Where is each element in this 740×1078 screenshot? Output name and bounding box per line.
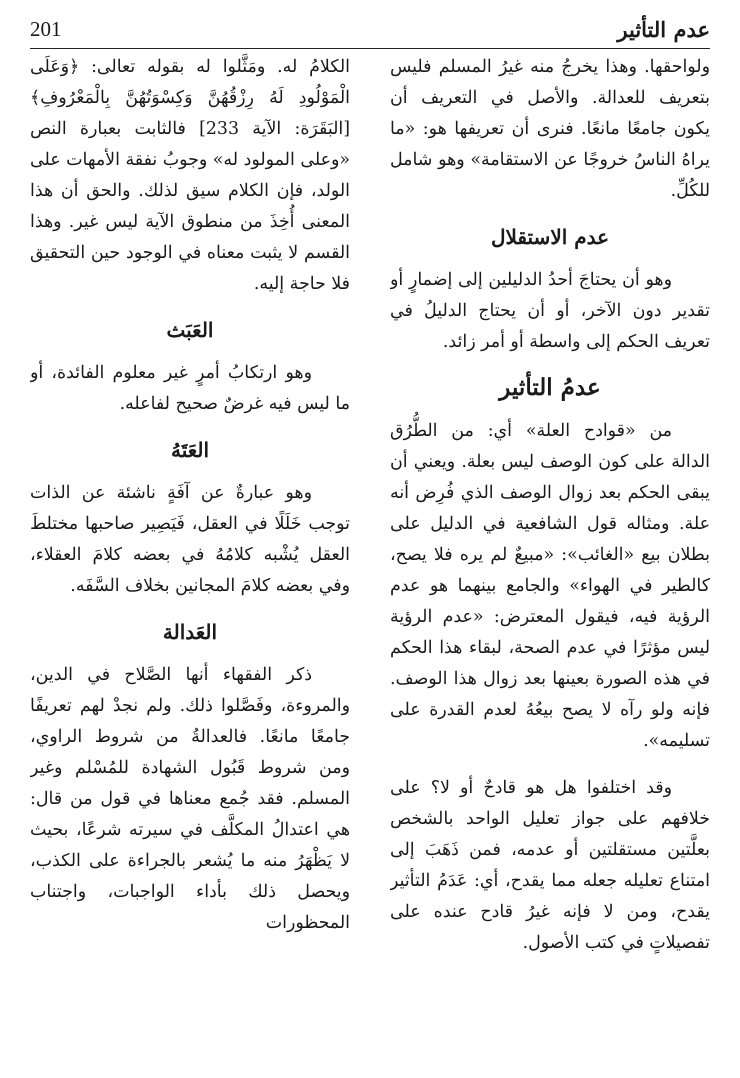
paragraph-gap [390, 759, 710, 773]
paragraph-ataha: وهو عبارةٌ عن آفَةٍ ناشئة عن الذات توجب خَلَلًا في العقل، فَيَصِير صاحبها مختلطَ العقل يُشْبه كلامُهُ في بعضه كلامَ العقلاء، وفي بعضه كلامَ المجانين بخلاف السَّفَه. [30, 483, 350, 596]
paragraph-abath: وهو ارتكابُ أمرٍ غير معلوم الفائدة، أو ما ليس فيه غرضٌ صحيح لفاعله. [30, 363, 350, 414]
paragraph-continuation-left: ولواحقها. وهذا يخرجُ منه غيرُ المسلم فليس بتعريف للعدالة. والأصل في التعريف أن يكون جامعًا مانعًا. فنرى أن تعريفها هو: «ما يراهُ الناسُ خروجًا عن الاستقامة» وهو شامل للكُلِّ. [390, 57, 710, 201]
page-header [30, 10, 710, 49]
paragraph-adala: ذكر الفقهاء أنها الصَّلاح في الدين، والمروءة، وفَصَّلوا ذلك. ولم نجدْ لهم تعريفًا جامعًا مانعًا. فالعدالةُ من شروط الراوي، ومن شروط قَبُول الشهادة للمُسْلم وغير المسلم. فقد جُمع معناها في قول من قال: هي اعتدالُ المكلَّف في سيرته شرعًا، بحيث لا يَظْهَرُ منه ما يُشعر بالجراءة على الكذب، ويحصل ذلك بأداء الواجبات، واجتناب المحظورات [30, 665, 350, 933]
left-column [390, 52, 710, 1074]
right-column [30, 52, 350, 1074]
heading-abath: العَبَث [166, 318, 214, 342]
heading-istiqlal: عدم الاستقلال [490, 225, 610, 249]
paragraph-khilaf: وقد اختلفوا هل هو قادحٌ أو لا؟ على خلافهم على جواز تعليل الواحد بالشخص بعلَّتين مستقلتين أو عدمه، فمن ذَهَبَ إلى امتناع تعليله جعله مما يقدح، أي: عَدَمُ التأثير يقدح، ومن لا فإنه غيرُ قادح عنده على تفصيلاتٍ في كتب الأصول. [390, 778, 710, 953]
heading-adala: العَدالة [162, 620, 218, 644]
text-columns [30, 52, 710, 1074]
paragraph-istiqlal: وهو أن يحتاجَ أحدُ الدليلين إلى إضمارٍ أو تقدير دون الآخر، أو أن يحتاج الدليلُ في تعريف الحكم إلى واسطة أو أمر زائد. [390, 270, 710, 352]
heading-tathir: عدمُ التأثير [499, 374, 601, 401]
paragraph-tathir: من «قوادح العلة» أي: من الطُّرُق الدالة على كون الوصف ليس بعلة. ويعني أن يبقى الحكم بعد زوال الوصف الذي فُرِض أنه علة. ومثاله قول الشافعية في الدليل على بطلان بيع «الغائب»: «مبيعٌ لم يره فلا يصح، كالطير في الهواء» والجامع بينهما هو عدم الرؤية فيه، فيقول المعترض: «عدم الرؤية ليس مؤثرًا في عدم الصحة، لبقاء هذا الحكم في هذه الصورة بعينها بعد زوال هذا الوصف. فإنه ولو رآه لا يصح بيعُهُ لعدم القدرة على تسليمه». [390, 421, 710, 751]
page-number: 201 [30, 16, 62, 41]
running-title: عدم التأثير [617, 16, 710, 42]
heading-ataha: العَتَهُ [170, 438, 210, 462]
paragraph-continuation: الكلامُ له. ومَثَّلوا له بقوله تعالى: ﴿وَعَلَى الْمَوْلُودِ لَهُ رِزْقُهُنَّ وَكِسْوَتُهُنَّ بِالْمَعْرُوفِ﴾ [البَقَرَة: الآية 233] فالثابت بعبارة النص «وعلى المولود له» وجوبُ نفقة الأمهات على الولد، فإن الكلام سيق لذلك. والحق أن هذا المعنى أُخِذَ من منطوق الآية ليس غير. وهذا القسم لا يثبت معناه في الوجود حين التحقيق فلا حاجة إليه. [30, 57, 350, 294]
